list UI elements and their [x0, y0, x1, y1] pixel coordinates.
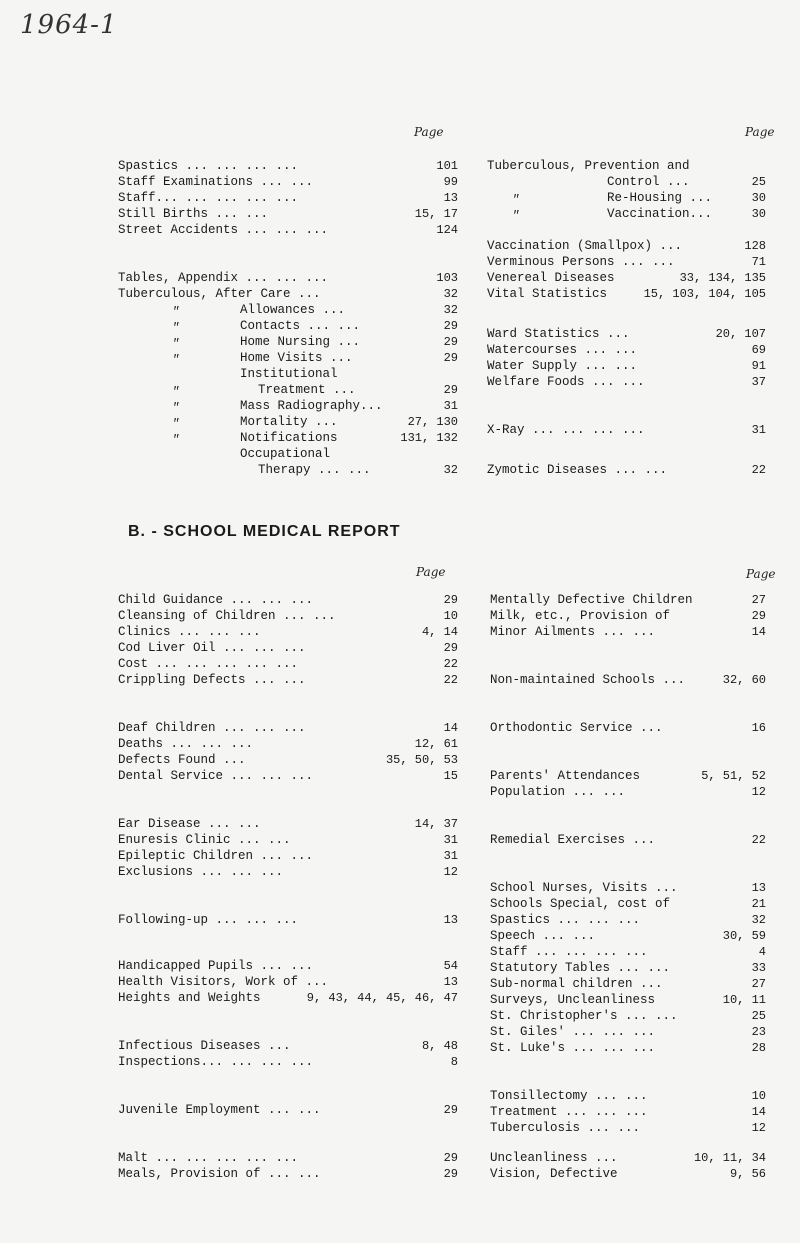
index-entry-page: 131, 132 [400, 431, 458, 445]
index-entry-page: 8 [450, 1055, 458, 1069]
index-entry-label: Spastics ... ... ... ... [118, 159, 299, 173]
index-entry-label: St. Giles' ... ... ... [490, 1025, 656, 1039]
ditto-mark: " [172, 401, 180, 415]
index-entry-page: 27, 130 [407, 415, 458, 429]
index-entry-page: 29 [443, 1151, 458, 1165]
index-entry-label: Health Visitors, Work of ... [118, 975, 329, 989]
index-entry-label: School Nurses, Visits ... [490, 881, 678, 895]
index-entry-label: Sub-normal children ... [490, 977, 663, 991]
index-entry-label: St. Luke's ... ... ... [490, 1041, 656, 1055]
index-entry-page: 32 [443, 463, 458, 477]
index-entry-page: 30 [751, 207, 766, 221]
index-entry-label: Cod Liver Oil ... ... ... [118, 641, 306, 655]
index-entry-page: 22 [443, 673, 458, 687]
index-entry-page: 22 [751, 463, 766, 477]
index-entry-label: Vaccination (Smallpox) ... [487, 239, 683, 253]
index-entry-label: Parents' Attendances [490, 769, 641, 783]
index-entry-label: Malt ... ... ... ... ... [118, 1151, 299, 1165]
index-entry-page: 29 [443, 335, 458, 349]
index-entry-page: 13 [443, 975, 458, 989]
index-entry-label: Zymotic Diseases ... ... [487, 463, 668, 477]
index-entry-label: Notifications [240, 431, 338, 445]
index-entry-label: Contacts ... ... [240, 319, 361, 333]
index-entry-label: Institutional [240, 367, 338, 381]
index-entry-page: 30, 59 [722, 929, 766, 943]
index-entry-page: 31 [443, 399, 458, 413]
index-entry-label: Enuresis Clinic ... ... [118, 833, 291, 847]
index-entry-page: 27 [751, 977, 766, 991]
index-entry-page: 103 [436, 271, 458, 285]
index-entry-page: 69 [751, 343, 766, 357]
index-entry-label: Mortality ... [240, 415, 338, 429]
index-entry-label: Orthodontic Service ... [490, 721, 663, 735]
index-entry-page: 12, 61 [414, 737, 458, 751]
index-entry-page: 21 [751, 897, 766, 911]
index-entry-page: 29 [443, 641, 458, 655]
index-entry-label: Spastics ... ... ... [490, 913, 641, 927]
index-entry-label: Deaf Children ... ... ... [118, 721, 306, 735]
ditto-mark: " [172, 305, 180, 319]
index-entry-label: Cleansing of Children ... ... [118, 609, 336, 623]
index-entry-page: 32 [443, 303, 458, 317]
index-entry-label: Tonsillectomy ... ... [490, 1089, 648, 1103]
index-entry-label: Treatment ... [258, 383, 356, 397]
index-entry-label: X-Ray ... ... ... ... [487, 423, 645, 437]
index-entry-page: 29 [443, 1167, 458, 1181]
index-entry-label: Meals, Provision of ... ... [118, 1167, 321, 1181]
ditto-mark: " [512, 193, 520, 207]
index-entry-label: Mass Radiography... [240, 399, 383, 413]
index-entry-page: 71 [751, 255, 766, 269]
index-entry-label: Infectious Diseases ... [118, 1039, 291, 1053]
index-entry-label: Venereal Diseases [487, 271, 615, 285]
index-entry-label: Defects Found ... [118, 753, 246, 767]
index-entry-page: 32 [751, 913, 766, 927]
index-entry-label: Cost ... ... ... ... ... [118, 657, 299, 671]
index-entry-page: 15, 17 [414, 207, 458, 221]
index-entry-label: Following-up ... ... ... [118, 913, 299, 927]
index-entry-page: 28 [751, 1041, 766, 1055]
index-entry-page: 8, 48 [421, 1039, 458, 1053]
index-entry-label: Tables, Appendix ... ... ... [118, 271, 329, 285]
ditto-mark: " [512, 209, 520, 223]
index-entry-label: Speech ... ... [490, 929, 596, 943]
index-entry-page: 30 [751, 191, 766, 205]
index-entry-page: 22 [443, 657, 458, 671]
index-entry-page: 27 [751, 593, 766, 607]
index-entry-label: Therapy ... ... [258, 463, 371, 477]
ditto-mark: " [172, 321, 180, 335]
index-entry-label: Staff... ... ... ... ... [118, 191, 299, 205]
index-entry-page: 101 [436, 159, 458, 173]
index-entry-label: Crippling Defects ... ... [118, 673, 306, 687]
index-entry-page: 14 [751, 625, 766, 639]
index-entry-label: Still Births ... ... [118, 207, 269, 221]
index-entry-page: 124 [436, 223, 458, 237]
index-entry-label: Re-Housing ... [607, 191, 713, 205]
index-entry-label: Dental Service ... ... ... [118, 769, 314, 783]
ditto-mark: " [172, 433, 180, 447]
index-entry-page: 10, 11 [722, 993, 766, 1007]
index-entry-page: 29 [443, 593, 458, 607]
index-entry-page: 25 [751, 175, 766, 189]
index-entry-page: 29 [751, 609, 766, 623]
index-entry-label: Street Accidents ... ... ... [118, 223, 329, 237]
index-entry-label: Mentally Defective Children [490, 593, 693, 607]
index-entry-page: 15, 103, 104, 105 [643, 287, 766, 301]
index-entry-page: 29 [443, 319, 458, 333]
index-entry-page: 13 [751, 881, 766, 895]
ditto-mark: " [172, 417, 180, 431]
index-entry-label: Non-maintained Schools ... [490, 673, 686, 687]
index-entry-label: Control ... [607, 175, 690, 189]
index-entry-page: 9, 56 [729, 1167, 766, 1181]
index-entry-page: 31 [443, 833, 458, 847]
index-entry-label: Welfare Foods ... ... [487, 375, 645, 389]
index-entry-page: 16 [751, 721, 766, 735]
index-entry-page: 14 [751, 1105, 766, 1119]
index-entry-label: Water Supply ... ... [487, 359, 638, 373]
index-entry-page: 99 [443, 175, 458, 189]
index-entry-label: Vital Statistics [487, 287, 608, 301]
index-entry-label: Schools Special, cost of [490, 897, 671, 911]
index-entry-page: 10 [443, 609, 458, 623]
index-entry-page: 25 [751, 1009, 766, 1023]
index-entry-label: Staff Examinations ... ... [118, 175, 314, 189]
index-entry-label: Occupational [240, 447, 331, 461]
index-entry-page: 14 [443, 721, 458, 735]
index-entry-label: Vision, Defective [490, 1167, 618, 1181]
index-entry-page: 20, 107 [715, 327, 766, 341]
index-entry-label: Inspections... ... ... ... [118, 1055, 314, 1069]
index-entry-label: Clinics ... ... ... [118, 625, 261, 639]
index-entry-page: 12 [751, 785, 766, 799]
index-entry-label: Vaccination... [607, 207, 713, 221]
ditto-mark: " [172, 385, 180, 399]
index-entry-page: 31 [443, 849, 458, 863]
page-column-header: Page [746, 567, 776, 581]
index-entry-page: 13 [443, 913, 458, 927]
index-entry-label: Heights and Weights [118, 991, 261, 1005]
index-entry-label: Handicapped Pupils ... ... [118, 959, 314, 973]
index-entry-label: Allowances ... [240, 303, 346, 317]
index-entry-label: Surveys, Uncleanliness [490, 993, 656, 1007]
index-entry-label: Verminous Persons ... ... [487, 255, 675, 269]
index-entry-label: Child Guidance ... ... ... [118, 593, 314, 607]
index-entry-label: Watercourses ... ... [487, 343, 638, 357]
index-entry-page: 4 [758, 945, 766, 959]
index-entry-label: Home Visits ... [240, 351, 353, 365]
index-entry-page: 5, 51, 52 [701, 769, 766, 783]
index-entry-page: 9, 43, 44, 45, 46, 47 [306, 991, 458, 1005]
index-entry-page: 31 [751, 423, 766, 437]
index-entry-page: 22 [751, 833, 766, 847]
index-entry-page: 14, 37 [414, 817, 458, 831]
index-entry-label: Treatment ... ... ... [490, 1105, 648, 1119]
index-entry-page: 10 [751, 1089, 766, 1103]
index-entry-page: 4, 14 [421, 625, 458, 639]
section-title: B. - SCHOOL MEDICAL REPORT [128, 523, 401, 540]
index-entry-label: Remedial Exercises ... [490, 833, 656, 847]
index-entry-label: Tuberculous, Prevention and [487, 159, 690, 173]
index-entry-page: 12 [443, 865, 458, 879]
index-entry-page: 23 [751, 1025, 766, 1039]
ditto-mark: " [172, 337, 180, 351]
index-entry-label: Staff ... ... ... ... [490, 945, 648, 959]
index-entry-label: Tuberculosis ... ... [490, 1121, 641, 1135]
index-entry-page: 32, 60 [722, 673, 766, 687]
index-entry-label: Population ... ... [490, 785, 626, 799]
index-entry-label: Exclusions ... ... ... [118, 865, 284, 879]
index-entry-page: 29 [443, 1103, 458, 1117]
index-entry-label: Minor Ailments ... ... [490, 625, 656, 639]
index-entry-label: Tuberculous, After Care ... [118, 287, 321, 301]
index-entry-label: Statutory Tables ... ... [490, 961, 671, 975]
index-entry-label: Deaths ... ... ... [118, 737, 254, 751]
page-column-header: Page [745, 125, 775, 139]
ditto-mark: " [172, 353, 180, 367]
index-entry-label: Milk, etc., Provision of [490, 609, 671, 623]
index-entry-page: 33 [751, 961, 766, 975]
index-entry-label: Home Nursing ... [240, 335, 361, 349]
index-entry-page: 13 [443, 191, 458, 205]
index-entry-page: 12 [751, 1121, 766, 1135]
index-entry-page: 35, 50, 53 [385, 753, 458, 767]
index-entry-page: 33, 134, 135 [679, 271, 766, 285]
index-entry-label: Juvenile Employment ... ... [118, 1103, 321, 1117]
index-entry-page: 37 [751, 375, 766, 389]
index-entry-page: 32 [443, 287, 458, 301]
index-entry-page: 10, 11, 34 [693, 1151, 766, 1165]
handwritten-note: 1964-1 [20, 10, 118, 40]
index-entry-page: 54 [443, 959, 458, 973]
index-entry-page: 128 [744, 239, 766, 253]
index-entry-label: Ward Statistics ... [487, 327, 630, 341]
index-entry-page: 91 [751, 359, 766, 373]
index-entry-label: Ear Disease ... ... [118, 817, 261, 831]
index-entry-label: Uncleanliness ... [490, 1151, 618, 1165]
page-column-header: Page [414, 125, 444, 139]
index-entry-page: 15 [443, 769, 458, 783]
index-entry-page: 29 [443, 351, 458, 365]
index-entry-page: 29 [443, 383, 458, 397]
index-entry-label: Epileptic Children ... ... [118, 849, 314, 863]
page-column-header: Page [416, 565, 446, 579]
index-entry-label: St. Christopher's ... ... [490, 1009, 678, 1023]
